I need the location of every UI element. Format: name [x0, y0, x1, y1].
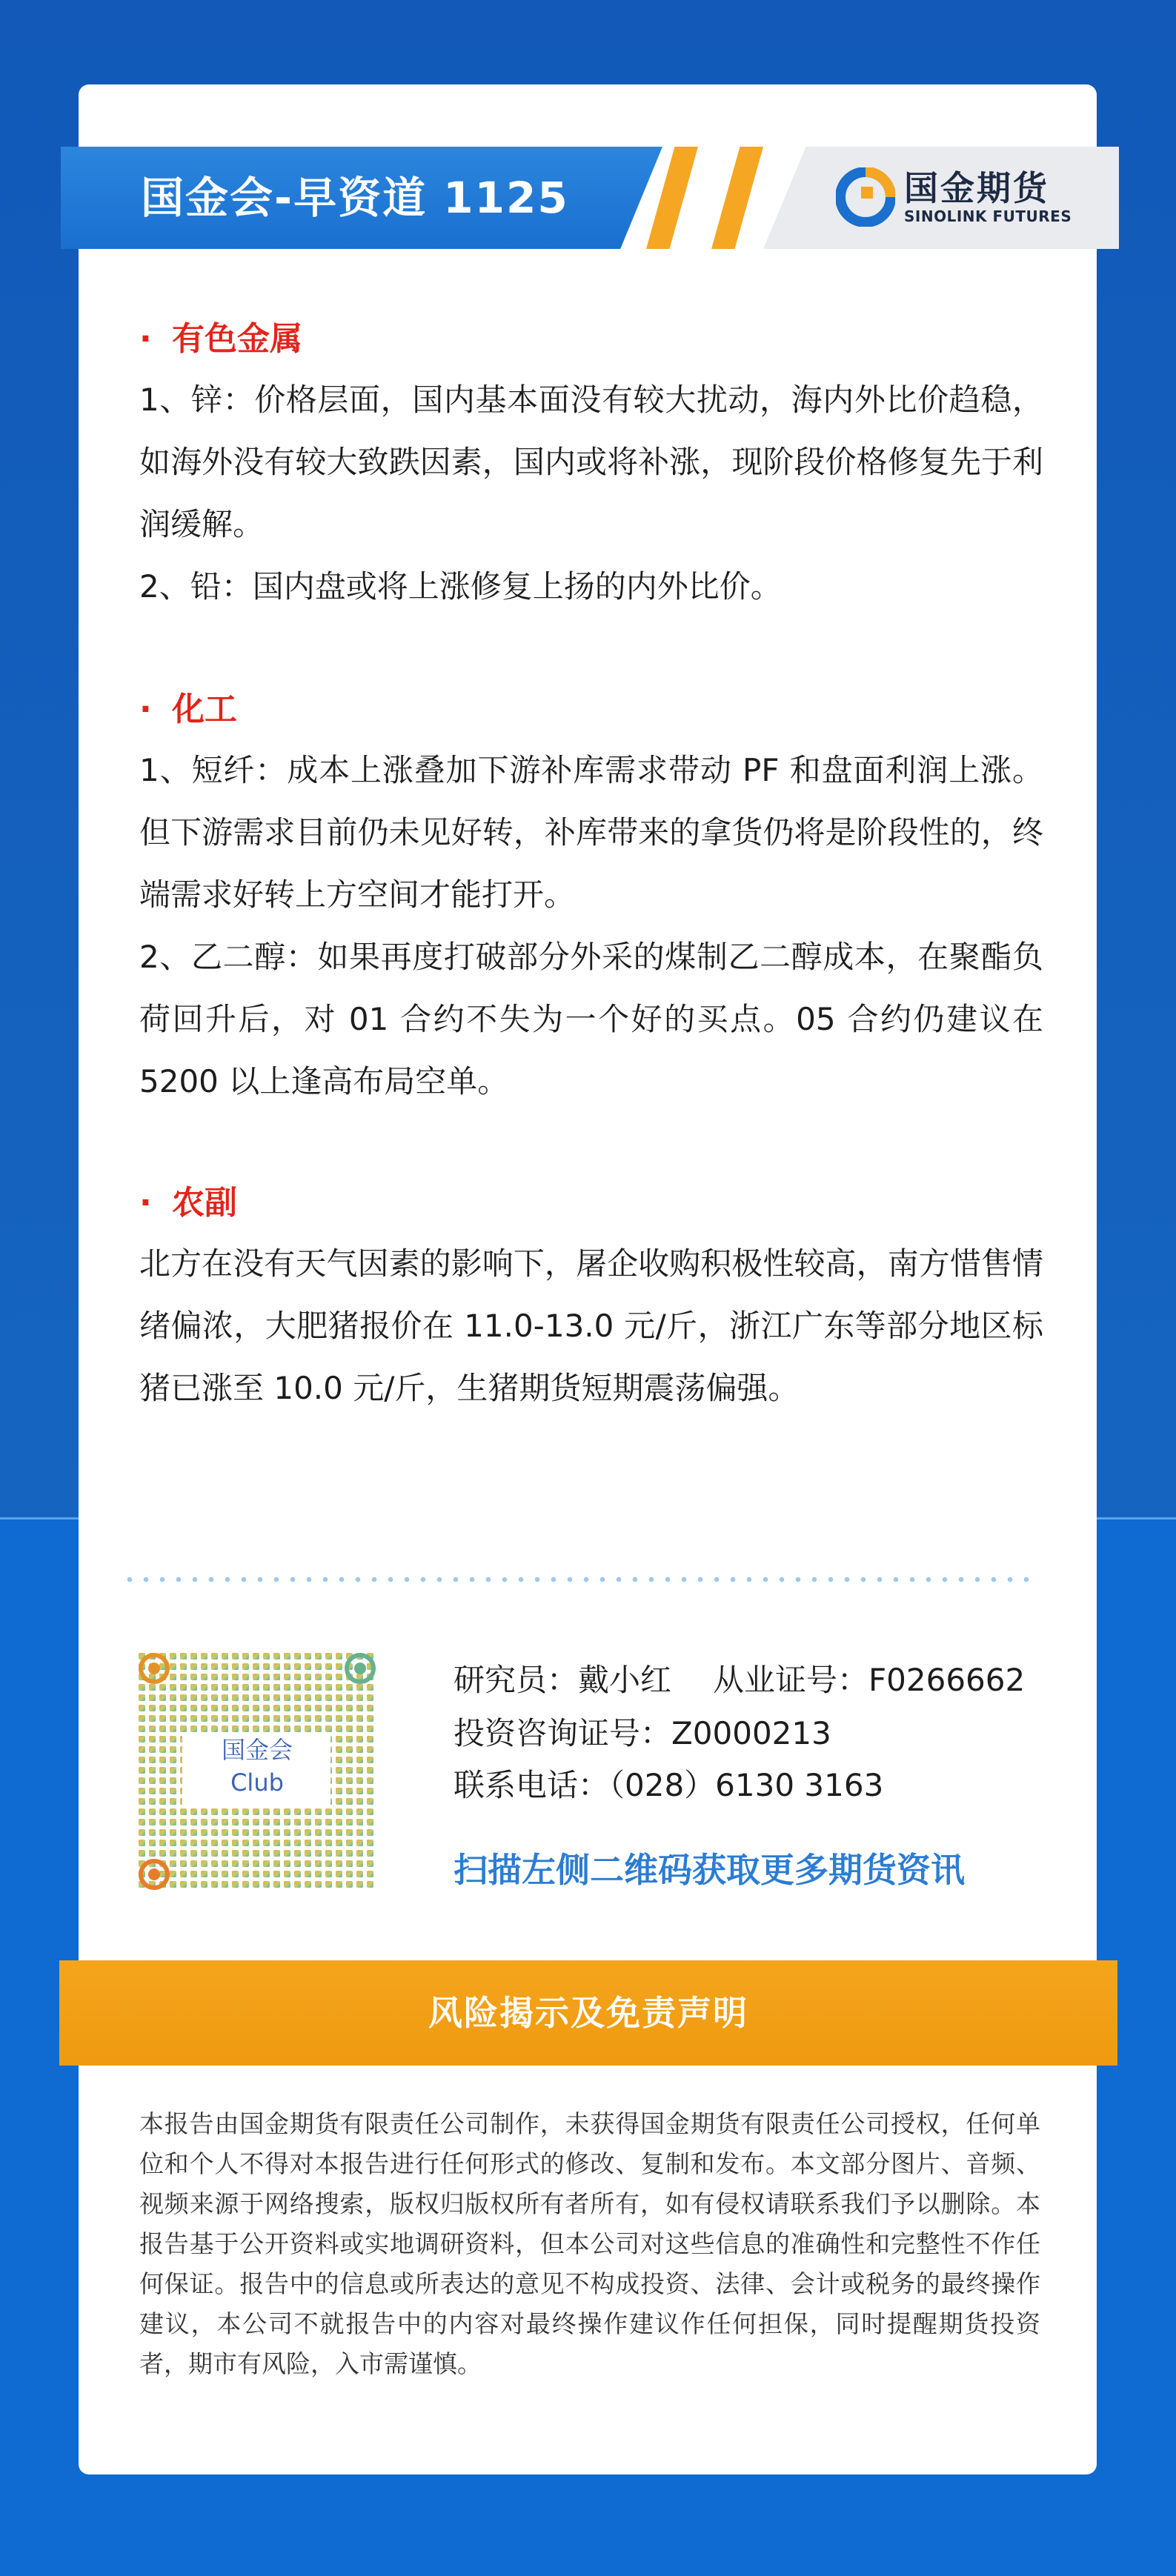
sinolink-logo-icon [836, 167, 895, 227]
section-nonferrous [139, 317, 1043, 618]
logo-text-en: SINOLINK FUTURES [904, 207, 1072, 225]
logo-text-cn: 国金期货 [904, 168, 1049, 208]
section-heading: · 农副 [139, 1184, 237, 1222]
paragraph: 北方在没有天气因素的影响下，屠企收购积极性较高，南方惜售情绪偏浓，大肥猪报价在 11.0-13.0 元/斤，浙江广东等部分地区标猪已涨至 10.0 元/斤，生猪期货短期震荡偏强。 [139, 1245, 1043, 1406]
researcher-name: 研究员：戴小红 [454, 1662, 672, 1698]
section-agricultural [139, 1181, 1043, 1420]
section-heading: · 化工 [139, 690, 237, 728]
dotted-divider [122, 1577, 1040, 1582]
paragraph: 1、短纤：成本上涨叠加下游补库需求带动 PF 和盘面利润上涨。但下游需求目前仍未见好转，补库带来的拿货仍将是阶段性的，终端需求好转上方空间才能打开。 [139, 752, 1043, 913]
consult-license: 投资咨询证号：Z0000213 [454, 1715, 831, 1751]
risk-title: 风险揭示及免责声明 [428, 1993, 748, 2033]
phone-number: 联系电话：（028）6130 3163 [454, 1767, 884, 1803]
page-title: 国金会-早资道 1125 [141, 173, 569, 223]
paragraph: 2、铅：国内盘或将上涨修复上扬的内外比价。 [139, 568, 782, 605]
section-heading: · 有色金属 [139, 320, 302, 358]
qr-center-label: 国金会 Club [221, 1736, 293, 1797]
qr-call-to-action: 扫描左侧二维码获取更多期货资讯 [454, 1850, 965, 1890]
researcher-line [454, 1658, 1025, 1703]
paragraph: 1、锌：价格层面，国内基本面没有较大扰动，海内外比价趋稳，如海外没有较大致跌因素，国内或将补涨，现阶段价格修复先于利润缓解。 [139, 382, 1043, 542]
license-number: 从业证号：F0266662 [713, 1662, 1026, 1698]
paragraph: 2、乙二醇：如果再度打破部分外采的煤制乙二醇成本，在聚酯负荷回升后，对 01 合约不失为一个好的买点。05 合约仍建议在 5200 以上逢高布局空单。 [139, 939, 1043, 1099]
section-chemical [139, 688, 1043, 1113]
disclaimer-text: 本报告由国金期货有限责任公司制作，未获得国金期货有限责任公司授权，任何单位和个人不得对本报告进行任何形式的修改、复制和发布。本文部分图片、音频、视频来源于网络搜索，版权归版权所有者所有，如有侵权请联系我们予以删除。本报告基于公开资料或实地调研资料，但本公司对这些信息的准确性和完整性不作任何保证。报告中的信息或所表达的意见不构成投资、法律、会计或税务的最终操作建议，本公司不就报告中的内容对最终操作建议作任何担保，同时提醒期货投资者，期市有风险，入市需谨慎。 [139, 2109, 1040, 2378]
